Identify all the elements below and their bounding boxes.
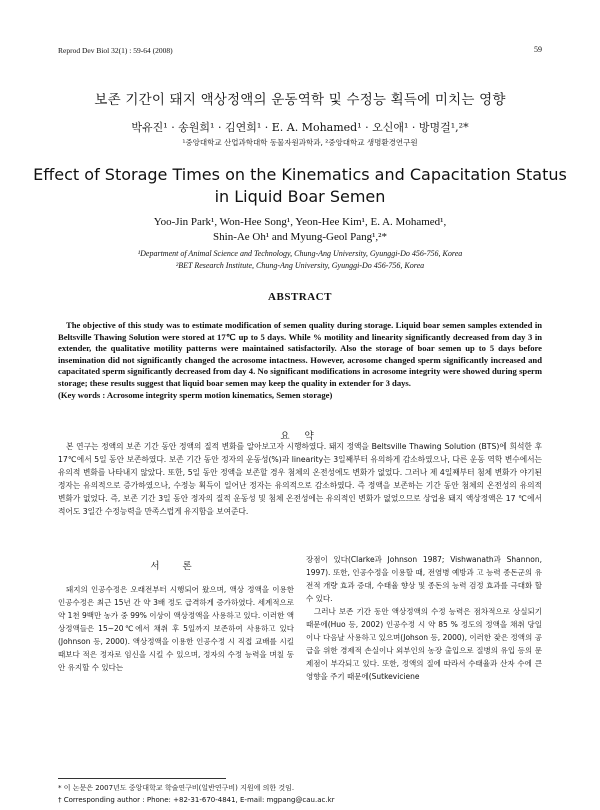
corresponding-author-footnote: † Corresponding author : Phone: +82-31-670-4841, E-mail: mgpang@cau.ac.kr <box>58 796 335 804</box>
english-affiliation <box>0 248 600 272</box>
english-title <box>0 164 600 208</box>
korean-summary-body <box>58 440 542 518</box>
abstract-text: The objective of this study was to estimate modification of semen quality during storage. Liquid boar semen samples extended in Beltsville Thawing Solution were stored at 17℃ up to 5 days. While % motility and linearity significantly decreased from day 3 in extender, the qualitative motility patterns were maintained satisfactorily. Also the storage of boar semen up to 5 days before insemination did not significantly changed the acrosome intactness. However, acrosome changed sperm significantly increased and capacitated sperm significantly decreased from day 4. No significant modifications in acrosome integrity were showed during sperm storage; these results suggest that liquid boar semen may keep the quality in extender for 3 days. <box>58 320 542 388</box>
english-title-line-2: in Liquid Boar Semen <box>214 187 386 206</box>
funding-footnote: * 이 논문은 2007년도 중앙대학교 학술연구비(일반연구비) 지원에 의한 것임. <box>58 784 295 792</box>
korean-affiliation: ¹중앙대학교 산업과학대학 동물자원과학과, ²중앙대학교 생명환경연구원 <box>182 138 418 147</box>
footnote-divider <box>58 778 226 779</box>
english-affiliation-line-1: ¹Department of Animal Science and Technology, Chung-Ang University, Gyunggi-Do 456-756, Korea <box>137 249 463 258</box>
english-authors-line-2: Shin-Ae Oh¹ and Myung-Geol Pang¹,²* <box>213 231 387 243</box>
english-authors-line-1: Yoo-Jin Park¹, Won-Hee Song¹, Yeon-Hee Kim¹, E. A. Mohamed¹, <box>153 216 447 228</box>
korean-title: 보존 기간이 돼지 액상정액의 운동역학 및 수정능 획득에 미치는 영향 <box>94 92 506 108</box>
journal-reference: Reprod Dev Biol 32(1) : 59-64 (2008) <box>58 46 173 55</box>
footnotes <box>58 782 542 806</box>
introduction-paragraph-continued: 장점이 있다(Clarke과 Johnson 1987; Vishwanath과 Shannon, 1997). 또한, 인공수정을 이용할 때, 전염병 예방과 고 능력 종돈군의 유전적 개량 효과 증대, 수태율 향상 및 종돈의 능력 검정 효과를 극대화 할 수 있다. <box>306 555 542 603</box>
introduction-heading: 서 론 <box>150 561 202 572</box>
english-affiliation-line-2: ²BET Research Institute, Chung-Ang University, Gyunggi-Do 456-756, Korea <box>175 261 425 270</box>
abstract-body <box>58 320 542 401</box>
abstract-keywords: (Key words : Acrosome integrity sperm motion kinematics, Semen storage) <box>58 389 333 400</box>
korean-summary-text: 본 연구는 정액의 보존 기간 동안 정액의 질적 변화를 알아보고자 시행하였다. 돼지 정액을 Beltsville Thawing Solution (BTS)에 희석한 후 17℃에서 5일 동안 보존하였다. 보존 기간 동안 정자의 운동성(%)과 linearity는 3일째부터 유의하게 감소하였으나, 다른 운동 역학 변수에서는 유의적 변화를 나타내지 않았다. 또한, 5일 동안 정액을 보존할 경우 첨체의 온전성에도 변화가 없었다. 그러나 제 4일째부터 첨체 변화가 야기된 정자는 유의적으로 증가하였으나, 수정능 획득이 일어난 정자는 유의적으로 감소하였다. 즉 정액을 보존하는 기간 동안 첨체의 온전성의 유의적 변화가 없었다. 즉, 보존 기간 3일 동안 정자의 질적 운동성 및 첨체 온전성에는 유의적인 변화가 없었으므로 상업용 돼지 액상정액은 17 ℃에서 적어도 3일간 수정능력을 만족스럽게 유지함을 보여준다. <box>58 442 542 516</box>
korean-summary-heading: 요 약 <box>280 431 320 442</box>
introduction-paragraph-2: 그러나 보존 기간 동안 액상정액의 수정 능력은 점차적으로 상실되기 때문에(Huo 등, 2002) 인공수정 시 약 85 % 정도의 정액을 채취 당일이나 다음날 사용하고 있으며(Johson 등, 2000), 이러한 잦은 정액의 공급을 위한 경제적 손실이나 외부인의 농장 출입으로 질병의 유입 등의 문제점이 부각되고 있다. 또한, 정액의 질에 따라서 수태율과 산자 수에 큰 영향을 주기 때문에(Sutkeviciene <box>306 607 542 681</box>
english-authors <box>0 215 600 245</box>
left-column <box>58 560 294 674</box>
introduction-paragraph-1: 돼지의 인공수정은 오래전부터 시행되어 왔으며, 액상 정액을 이용한 인공수정은 최근 15년 간 약 3배 정도 급격하게 증가하였다. 세계적으로 약 1천 9백만 농가 중 99% 이상이 액상정액을 사용하고 있다. 이러한 액상정액들은 15~20℃에서 채취 후 5일까지 보존하여 사용하고 있다(Johnson 등, 2000). 액상정액을 이용한 인공수정 시 직접 교배를 시킬 때보다 적은 정자로 임신을 시킬 수 있으며, 정자의 수정 능력을 며칠 동안 유지할 수 있다는 <box>58 585 294 672</box>
page-number: 59 <box>534 45 542 54</box>
english-title-line-1: Effect of Storage Times on the Kinematics and Capacitation Status <box>33 165 567 184</box>
abstract-heading: ABSTRACT <box>268 291 332 303</box>
right-column <box>306 553 542 683</box>
korean-authors: 박유진¹ · 송원희¹ · 김연희¹ · E. A. Mohamed¹ · 오신애¹ · 방명걸¹,²* <box>131 121 469 134</box>
